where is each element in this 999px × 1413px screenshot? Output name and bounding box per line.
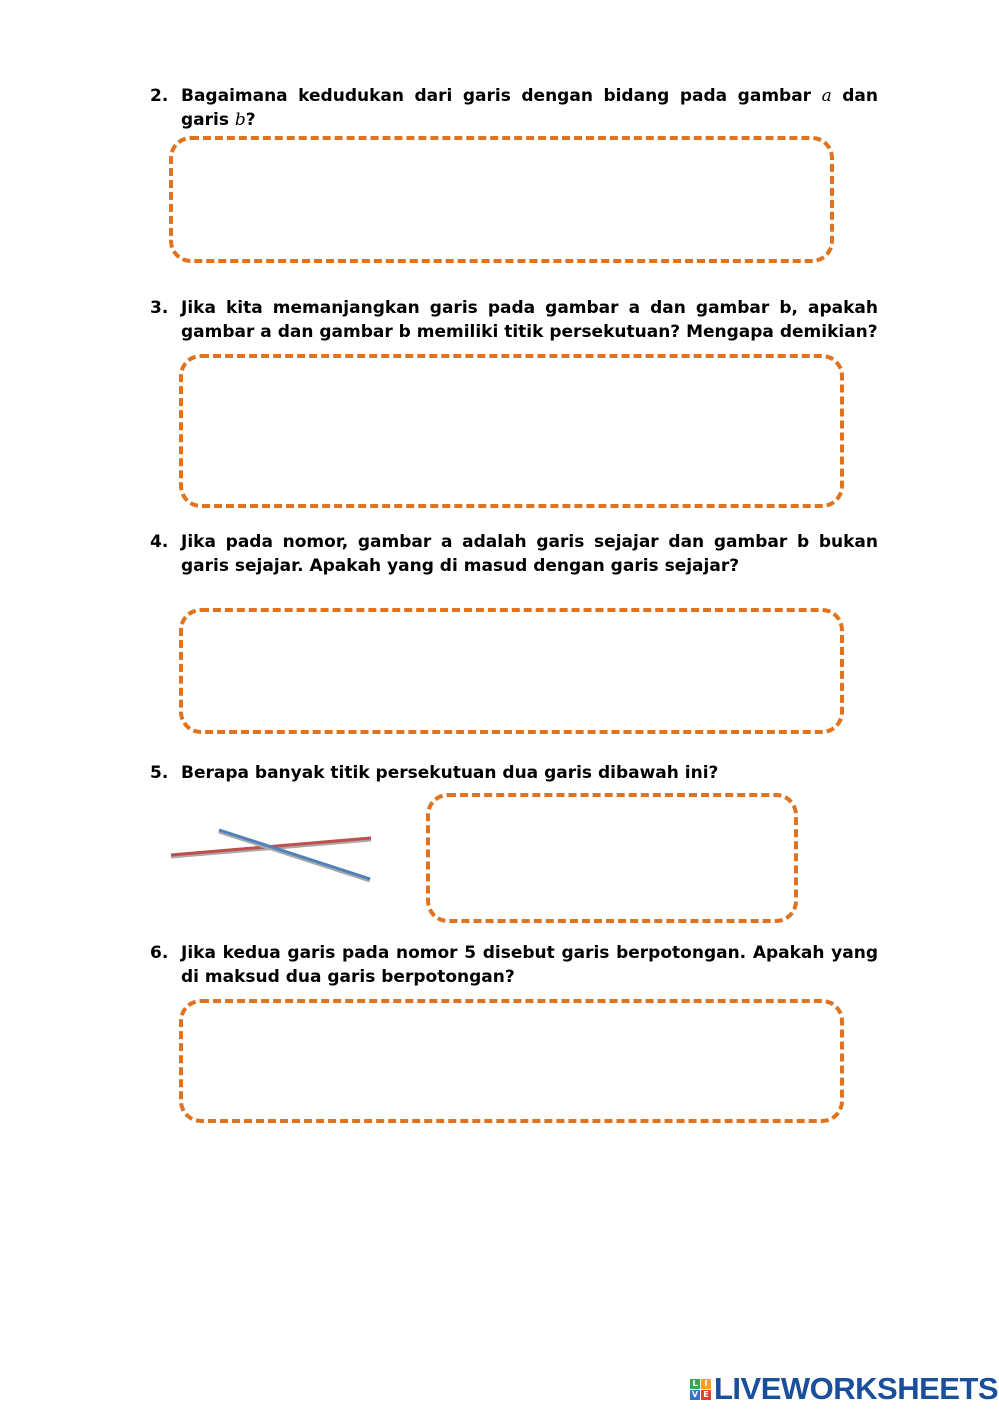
question-5 xyxy=(150,761,878,785)
question-6 xyxy=(150,941,878,989)
logo-block: L xyxy=(690,1379,700,1389)
question-number: 5. xyxy=(150,763,169,783)
answer-box-3[interactable] xyxy=(179,354,844,508)
question-text: Jika pada nomor, gambar a adalah garis sejajar dan gambar b bukan garis sejajar. Apakah yang di masud dengan garis sejajar? xyxy=(181,532,878,576)
answer-box-5[interactable] xyxy=(426,793,798,923)
answer-input-5[interactable] xyxy=(430,797,794,919)
answer-input-2[interactable] xyxy=(173,140,830,259)
question-number: 4. xyxy=(150,532,169,552)
logo-blocks-icon xyxy=(690,1379,711,1400)
question-number: 3. xyxy=(150,298,169,318)
answer-box-2[interactable] xyxy=(169,136,834,263)
answer-input-3[interactable] xyxy=(183,358,840,504)
logo-block: V xyxy=(691,1389,699,1399)
answer-input-4[interactable] xyxy=(183,612,840,730)
question-text: Jika kita memanjangkan garis pada gambar a dan gambar b, apakah gambar a dan gambar b memiliki titik persekutuan? Mengapa demikian? xyxy=(181,298,878,342)
liveworksheets-logo xyxy=(690,1372,998,1406)
question-2 xyxy=(150,84,878,132)
answer-box-6[interactable] xyxy=(179,999,844,1123)
question-3 xyxy=(150,296,878,344)
logo-block: I xyxy=(701,1379,711,1389)
question-text: Jika kedua garis pada nomor 5 disebut garis berpotongan. Apakah yang di maksud dua garis berpotongan? xyxy=(181,943,878,987)
variable-a: a xyxy=(821,86,832,106)
answer-box-4[interactable] xyxy=(179,608,844,734)
variable-b: b xyxy=(234,110,246,130)
question-4 xyxy=(150,530,878,578)
logo-block: E xyxy=(701,1390,711,1400)
question-number: 2. xyxy=(150,86,169,106)
answer-input-6[interactable] xyxy=(183,1003,840,1119)
brand-name: LIVEWORKSHEETS xyxy=(714,1371,999,1406)
question-text: Bagaimana kedudukan dari garis dengan bidang pada gambar a dan garis b? xyxy=(181,86,878,130)
intersecting-lines-figure xyxy=(165,822,385,892)
question-number: 6. xyxy=(150,943,169,963)
question-text: Berapa banyak titik persekutuan dua garis dibawah ini? xyxy=(181,763,719,783)
